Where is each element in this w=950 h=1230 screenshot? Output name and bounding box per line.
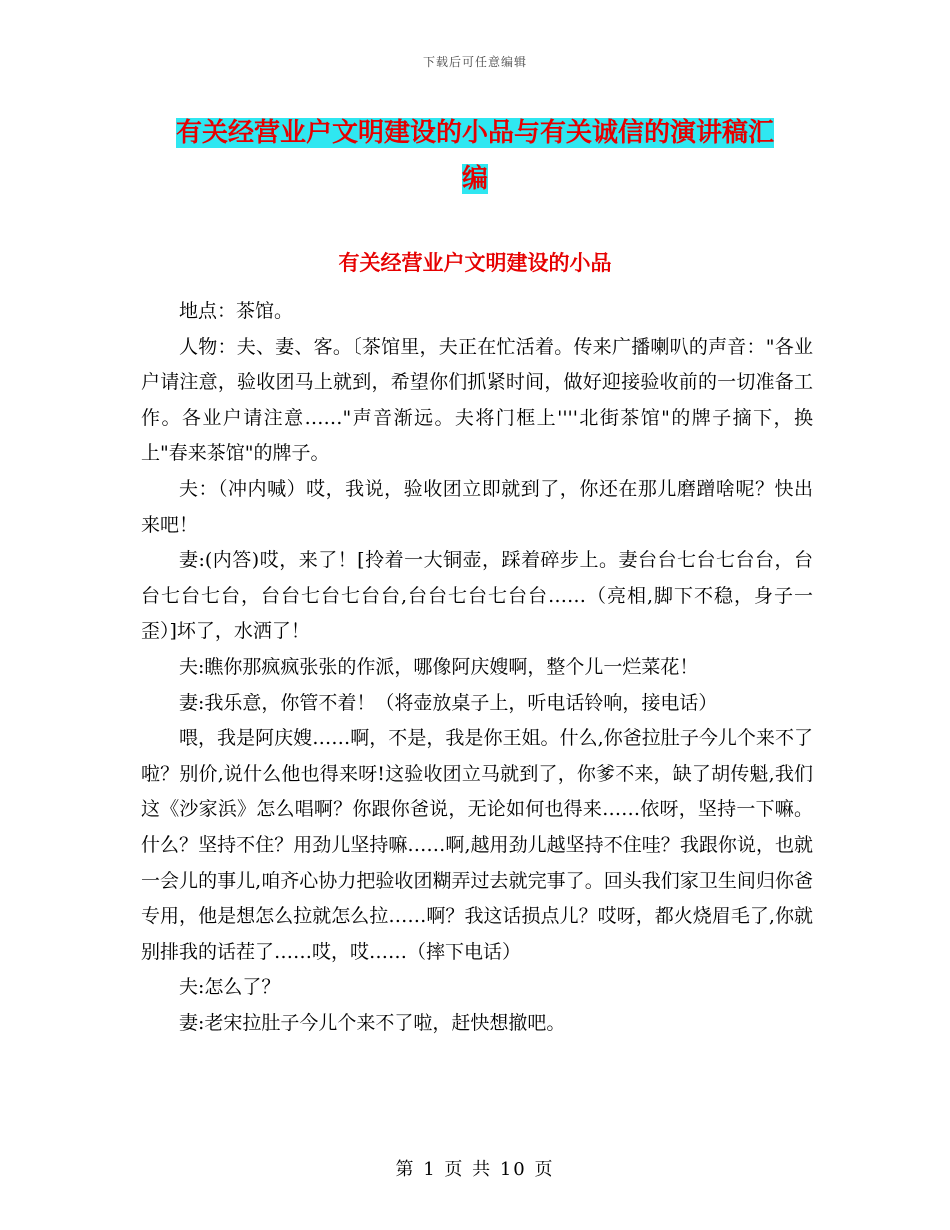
paragraph: 夫：（冲内喊）哎，我说，验收团立即就到了，你还在那儿磨蹭啥呢？快出来吧！	[141, 477, 813, 536]
paragraph: 喂，我是阿庆嫂……啊，不是，我是你王姐。什么,你爸拉肚子今儿个来不了啦？别价,说什么他也得来呀!这验收团立马就到了，你爹不来，缺了胡传魁,我们这《沙家浜》怎么唱啊？你跟你爸说，无论如何也得来……依呀，坚持一下嘛。什么？坚持不住？用劲儿坚持嘛……啊,越用劲儿越坚持不住哇？我跟你说，也就一会儿的事儿,咱齐心协力把验收团糊弄过去就完事了。回头我们家卫生间归你爸专用，他是想怎么拉就怎么拉……啊？我这话损点儿？哎呀，都火烧眉毛了,你就别排我的话茬了……哎，哎……（摔下电话）	[141, 727, 813, 963]
page-number: 第 1 页 共 10 页	[395, 1159, 555, 1180]
paragraph: 夫:怎么了？	[179, 976, 281, 999]
header-note: 下载后可任意编辑	[422, 55, 527, 69]
paragraph: 地点：茶馆。	[179, 300, 294, 322]
paragraph: 人物：夫、妻、客。〔茶馆里，夫正在忙活着。传来广播喇叭的声音："各业户请注意，验收团马上就到，希望你们抓紧时间，做好迎接验收前的一切准备工作。各业户请注意……"声音渐远。夫将门框上''''北街茶馆"的牌子摘下，换上"春来茶馆"的牌子。	[141, 335, 813, 465]
document-body	[141, 294, 813, 1041]
paragraph: 妻:老宋拉肚子今儿个来不了啦，赶快想撤吧。	[179, 1011, 566, 1034]
section-title: 有关经营业户文明建设的小品	[338, 250, 612, 275]
paragraph: 夫:瞧你那疯疯张张的作派，哪像阿庆嫂啊，整个儿一烂菜花！	[179, 655, 699, 678]
document-title-line2: 编	[461, 164, 488, 194]
paragraph: 妻:我乐意，你管不着！（将壶放桌子上，听电话铃响，接电话）	[179, 691, 718, 714]
paragraph: 妻:(内答)哎，来了！[拎着一大铜壶，踩着碎步上。妻台台七台七台台，台台七台七台，台台七台七台台,台台七台七台台……（亮相,脚下不稳，身子一歪）]坏了，水洒了！	[141, 549, 813, 643]
document-title-line1: 有关经营业户文明建设的小品与有关诚信的演讲稿汇	[175, 118, 774, 148]
document-title	[140, 110, 810, 202]
